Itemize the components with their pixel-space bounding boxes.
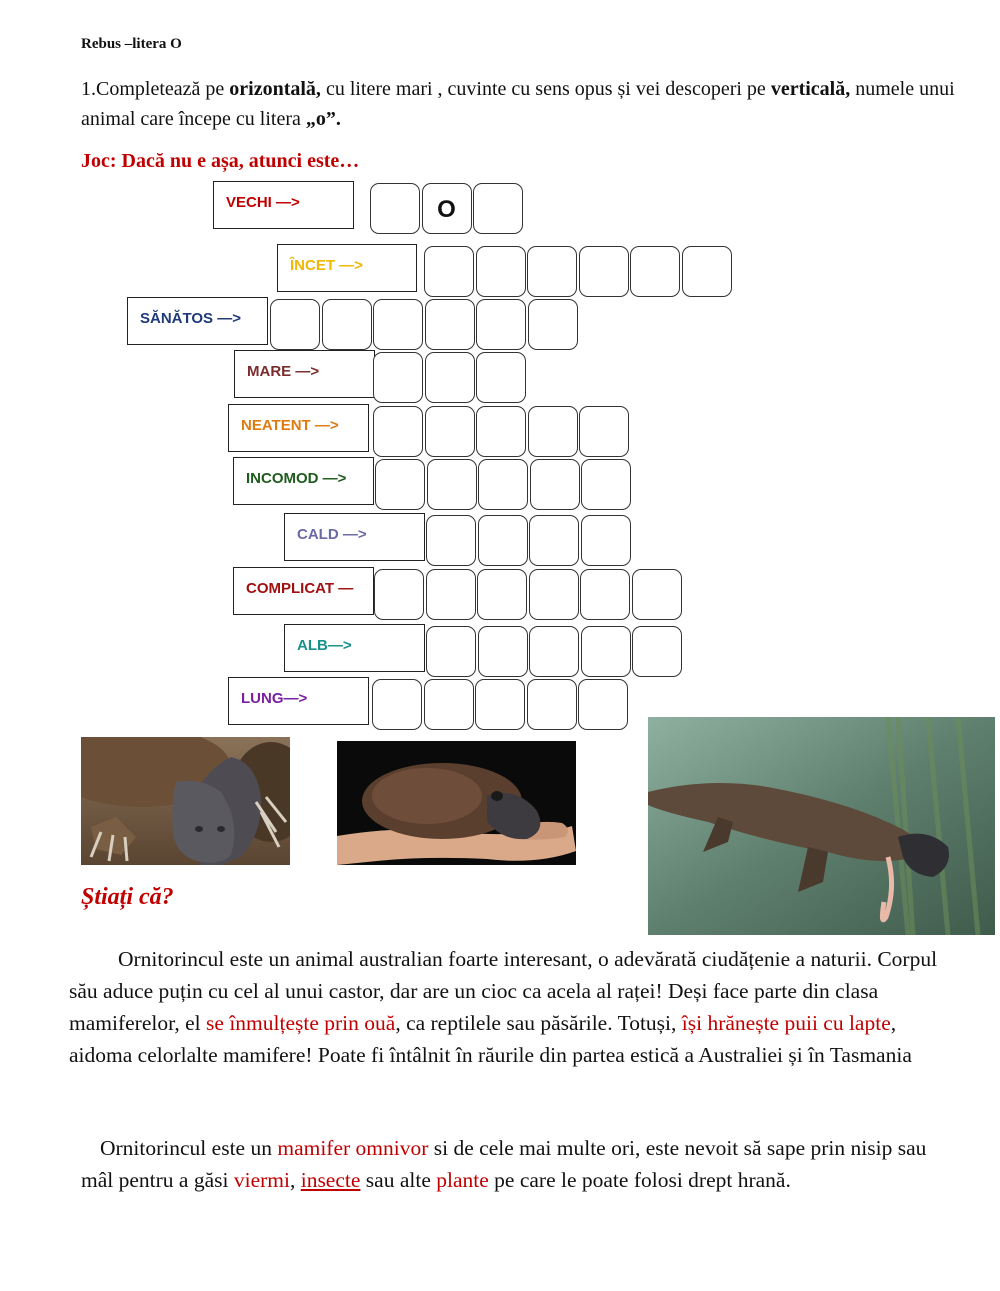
- letter-cell[interactable]: [426, 569, 476, 620]
- letter-cell[interactable]: [529, 626, 579, 677]
- stiati-ca-heading: Știați că?: [81, 884, 174, 910]
- letter-cell[interactable]: [322, 299, 372, 350]
- letter-cell[interactable]: [578, 679, 628, 730]
- para2-text-c: ,: [289, 1168, 301, 1192]
- paragraph-2: [81, 1132, 961, 1196]
- instruction-bold-orizontala: orizontală,: [229, 78, 321, 100]
- letter-cell[interactable]: [581, 459, 631, 510]
- letter-cell[interactable]: [424, 679, 474, 730]
- instruction-mid: cu litere mari , cuvinte cu sens opus și vei descoperi pe: [320, 78, 771, 100]
- clue-label-5: [228, 404, 369, 452]
- letter-cell[interactable]: [427, 459, 477, 510]
- instruction-bold-letter: „o”.: [305, 108, 341, 130]
- clue-label-7: [284, 513, 425, 561]
- letter-cell[interactable]: [426, 515, 476, 566]
- letter-cell[interactable]: [529, 569, 579, 620]
- clue-label-9: [284, 624, 425, 672]
- clue-text-10: LUNG—>: [241, 690, 308, 707]
- para2-highlight-omnivor: mamifer omnivor: [277, 1136, 429, 1160]
- letter-cell[interactable]: [373, 352, 423, 403]
- letter-cell[interactable]: [478, 515, 528, 566]
- letter-cell[interactable]: [426, 626, 476, 677]
- para2-highlight-viermi: viermi: [233, 1168, 290, 1192]
- letter-cell[interactable]: [422, 183, 472, 234]
- letter-cell[interactable]: [581, 515, 631, 566]
- clue-text-9: ALB—>: [297, 637, 352, 654]
- clue-label-4: [234, 350, 375, 398]
- clue-label-6: [233, 457, 374, 505]
- letter-cell[interactable]: [373, 406, 423, 457]
- para2-text-e: pe care le poate folosi drept hrană.: [488, 1168, 791, 1192]
- letter-cell[interactable]: [425, 352, 475, 403]
- letter-cell[interactable]: [424, 246, 474, 297]
- platypus-bill-photo: [81, 737, 290, 865]
- para1-text-b: , ca reptilele sau păsările. Totuși,: [395, 1011, 682, 1035]
- letter-cell[interactable]: [425, 299, 475, 350]
- letter-cell[interactable]: [682, 246, 732, 297]
- letter-cell[interactable]: [473, 183, 523, 234]
- letter-cell[interactable]: [580, 569, 630, 620]
- letter-cell[interactable]: [370, 183, 420, 234]
- instruction-prefix: 1.Completează pe: [81, 78, 230, 100]
- page-header-title: Rebus –litera O: [81, 36, 182, 52]
- letter-cell[interactable]: [579, 246, 629, 297]
- letter-cell[interactable]: [373, 299, 423, 350]
- clue-text-2: ÎNCET —>: [290, 257, 363, 274]
- instruction-tail: numele unui animal care începe cu litera: [81, 78, 955, 130]
- clue-text-4: MARE —>: [247, 363, 320, 380]
- letter-cell[interactable]: [478, 626, 528, 677]
- letter-cell[interactable]: [529, 515, 579, 566]
- clue-label-3: [127, 297, 268, 345]
- letter-cell[interactable]: [478, 459, 528, 510]
- para1-highlight-eggs: se înmulțește prin ouă: [206, 1011, 396, 1035]
- clue-text-8: COMPLICAT —: [246, 580, 354, 597]
- clue-text-5: NEATENT —>: [241, 417, 339, 434]
- para2-text-d: sau alte: [360, 1168, 437, 1192]
- para1-text-c: , aidoma celorlalte mamifere! Poate fi întâlnit în răurile din partea estică a Australiei și în Tasmania: [69, 1011, 912, 1067]
- clue-label-10: [228, 677, 369, 725]
- letter-cell[interactable]: [476, 299, 526, 350]
- letter-cell[interactable]: [579, 406, 629, 457]
- letter-cell[interactable]: [528, 406, 578, 457]
- para2-text-b: si de cele mai multe ori, este nevoit să sape prin nisip sau mâl pentru a găsi: [81, 1136, 927, 1192]
- letter-cell[interactable]: [476, 246, 526, 297]
- letter-cell[interactable]: [527, 679, 577, 730]
- letter-cell[interactable]: [476, 406, 526, 457]
- letter-cell[interactable]: [527, 246, 577, 297]
- letter-cell[interactable]: [425, 406, 475, 457]
- paragraph-1: [69, 943, 959, 1071]
- letter-cell[interactable]: [530, 459, 580, 510]
- clue-label-8: [233, 567, 374, 615]
- letter-cell[interactable]: [632, 626, 682, 677]
- platypus-in-hand-photo: [337, 741, 576, 865]
- letter-cell[interactable]: [630, 246, 680, 297]
- instruction-bold-verticala: verticală,: [770, 78, 851, 100]
- given-letter: O: [437, 196, 456, 223]
- clue-text-7: CALD —>: [297, 526, 367, 543]
- para1-text-a: Ornitorincul este un animal australian foarte interesant, o adevărată ciudățenie a naturii. Corpul său aduce puțin cu cel al unui castor, dar are un cioc ca acela al raței! Deși face parte din clasa mamiferelor, el: [69, 947, 938, 1035]
- letter-cell[interactable]: [632, 569, 682, 620]
- letter-cell[interactable]: [475, 679, 525, 730]
- letter-cell[interactable]: [375, 459, 425, 510]
- letter-cell[interactable]: [270, 299, 320, 350]
- clue-text-1: VECHI —>: [226, 194, 300, 211]
- para2-text-a: Ornitorincul este un: [100, 1136, 278, 1160]
- game-title: Joc: Dacă nu e așa, atunci este…: [81, 150, 360, 172]
- para1-highlight-milk: își hrănește puii cu lapte: [681, 1011, 891, 1035]
- letter-cell[interactable]: [372, 679, 422, 730]
- letter-cell[interactable]: [581, 626, 631, 677]
- para2-highlight-insecte: insecte: [300, 1168, 361, 1192]
- clue-text-3: SĂNĂTOS —>: [140, 310, 241, 327]
- letter-cell[interactable]: [476, 352, 526, 403]
- clue-text-6: INCOMOD —>: [246, 470, 347, 487]
- letter-cell[interactable]: [374, 569, 424, 620]
- letter-cell[interactable]: [477, 569, 527, 620]
- letter-cell[interactable]: [528, 299, 578, 350]
- platypus-swimming-photo: [648, 717, 995, 935]
- clue-label-2: [277, 244, 417, 292]
- para2-highlight-plante: plante: [436, 1168, 489, 1192]
- clue-label-1: [213, 181, 354, 229]
